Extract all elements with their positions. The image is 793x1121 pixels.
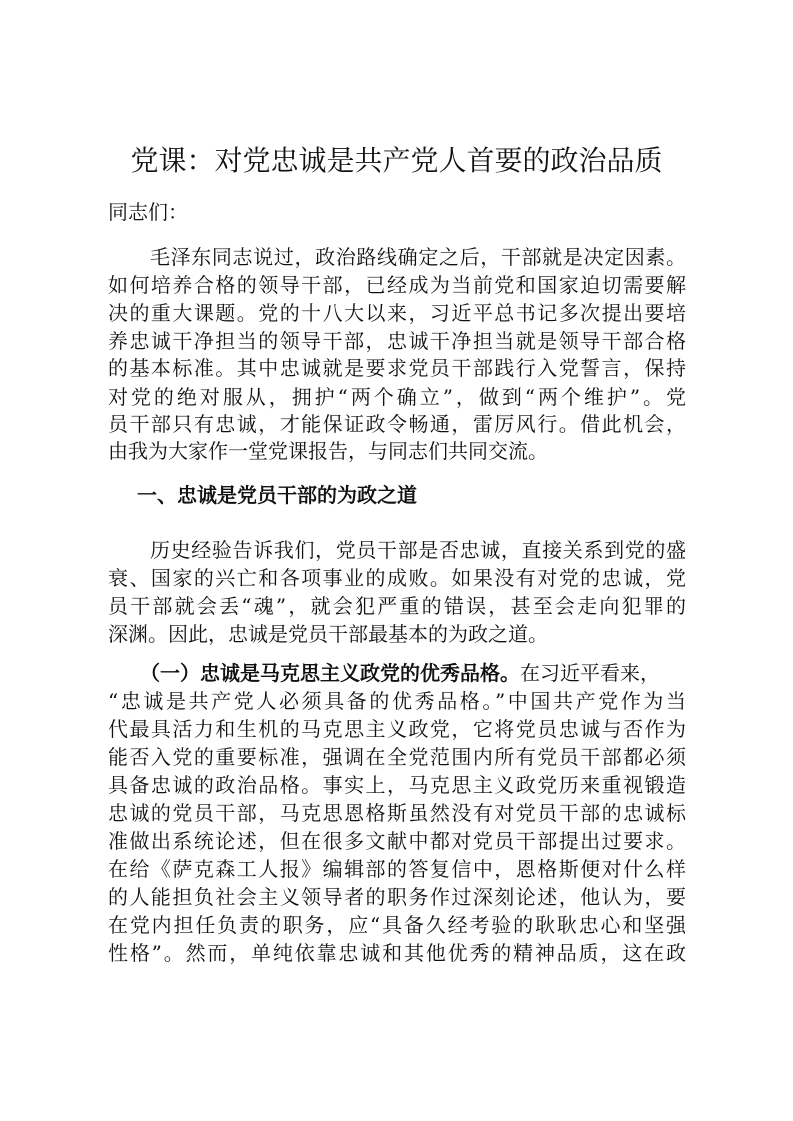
text-line: 由我为大家作一堂党课报告，与同志们共同交流。: [108, 439, 548, 463]
text-line: 毛泽东同志说过，政治路线确定之后，干部就是决定因素。: [150, 245, 686, 269]
text-line: 具备忠诚的政治品格。事实上，马克思主义政党历来重视锻造: [108, 773, 686, 797]
text-line: 准做出系统论述，但在很多文献中都对党员干部提出过要求。: [108, 829, 686, 853]
text-line: 决的重大课题。党的十八大以来，习近平总书记多次提出要培: [108, 301, 686, 325]
text-line: 在党内担任负责的职务，应“具备久经考验的耿耿忠心和坚强: [108, 913, 686, 937]
salutation: 同志们：: [108, 200, 188, 224]
text-line: 员干部只有忠诚，才能保证政令畅通，雷厉风行。借此机会，: [108, 412, 686, 436]
text-line: 代最具活力和生机的马克思主义政党，它将党员忠诚与否作为: [108, 717, 686, 741]
text-line: 忠诚的党员干部，马克思恩格斯虽然没有对党员干部的忠诚标: [108, 801, 686, 825]
subheading: （一）忠诚是马克思主义政党的优秀品格。: [140, 661, 520, 685]
text-line: 在给《萨克森工人报》编辑部的答复信中，恩格斯便对什么样: [108, 857, 686, 881]
text-line: 对党的绝对服从，拥护“两个确立”，做到“两个维护”。党: [108, 385, 686, 409]
text-line: 的基本标准。其中忠诚就是要求党员干部践行入党誓言，保持: [108, 356, 686, 380]
text-line: 深渊。因此，忠诚是党员干部最基本的为政之道。: [108, 622, 548, 646]
document-title: 党课：对党忠诚是共产党人首要的政治品质: [130, 144, 663, 177]
text-line: [140, 659, 686, 687]
text-line: 如何培养合格的领导干部，已经成为当前党和国家迫切需要解: [108, 273, 686, 297]
text-run: 在习近平看来，: [520, 661, 660, 685]
text-line: “忠诚是共产党人必须具备的优秀品格。”中国共产党作为当: [108, 689, 686, 713]
text-line: 能否入党的重要标准，强调在全党范围内所有党员干部都必须: [108, 745, 686, 769]
text-line: 性格”。然而，单纯依靠忠诚和其他优秀的精神品质，这在政: [108, 941, 686, 965]
text-line: 员干部就会丢“魂”，就会犯严重的错误，甚至会走向犯罪的: [108, 594, 686, 618]
section-heading: 一、忠诚是党员干部的为政之道: [137, 483, 417, 507]
text-line: 养忠诚干净担当的领导干部，忠诚干净担当就是领导干部合格: [108, 329, 686, 353]
text-line: 衰、国家的兴亡和各项事业的成败。如果没有对党的忠诚，党: [108, 566, 686, 590]
text-line: 的人能担负社会主义领导者的职务作过深刻论述，他认为，要: [108, 885, 686, 909]
text-line: 历史经验告诉我们，党员干部是否忠诚，直接关系到党的盛: [150, 538, 686, 562]
